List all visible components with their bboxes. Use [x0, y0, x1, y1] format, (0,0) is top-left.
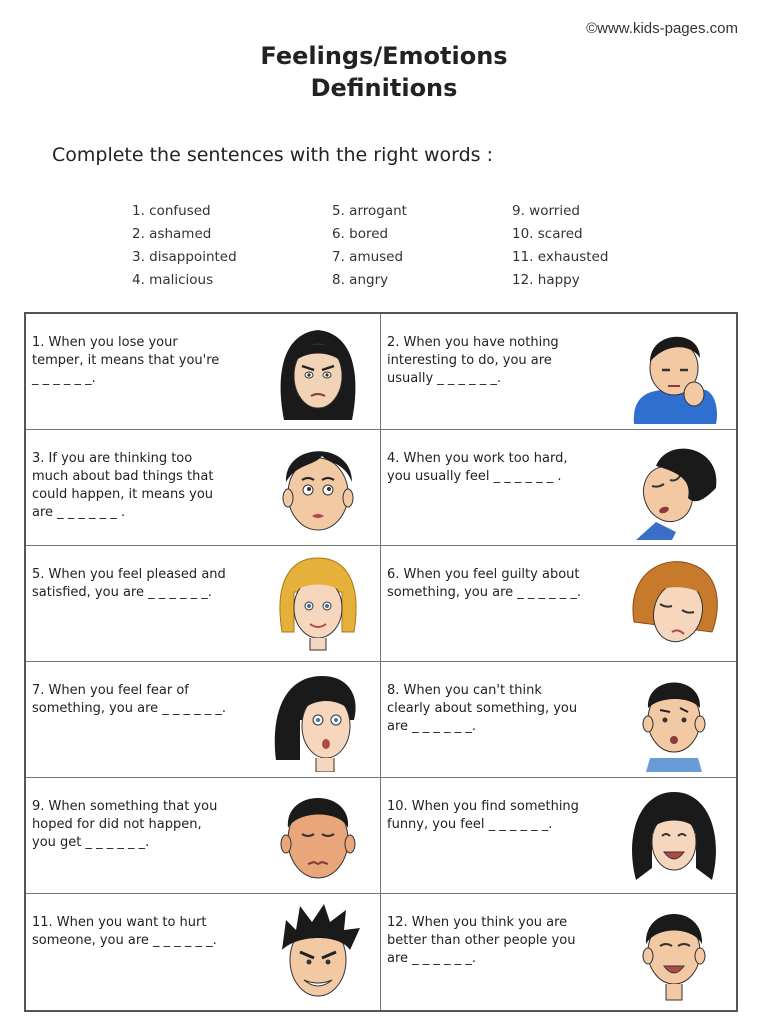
question-text: 4. When you work too hard, you usually feel _ _ _ _ _ _ .: [387, 451, 568, 484]
word-bank-item: 11. exhausted: [512, 249, 609, 265]
word-bank-item: 1. confused: [132, 203, 211, 219]
word-bank-item: 7. amused: [332, 249, 404, 265]
word-bank-item: 4. malicious: [132, 272, 214, 288]
word-bank-column-3: [512, 200, 652, 292]
question-cell-3: [26, 430, 381, 546]
question-text: 3. If you are thinking too much about bad things that could happen, it means you are _ _ _ _ _ _ .: [32, 451, 214, 520]
happy-girl-face-icon: [270, 552, 366, 656]
question-grid: [24, 312, 738, 1012]
confused-boy-face-icon: [626, 668, 722, 772]
question-cell-8: [381, 662, 736, 778]
word-bank-item: 8. angry: [332, 272, 389, 288]
word-bank-column-1: [132, 200, 332, 292]
scared-girl-face-icon: [270, 668, 366, 772]
word-bank-item: 3. disappointed: [132, 249, 237, 265]
word-bank-column-2: [332, 200, 512, 292]
question-cell-6: [381, 546, 736, 662]
question-text: 2. When you have nothing interesting to do, you are usually _ _ _ _ _ _.: [387, 335, 559, 386]
question-text: 7. When you feel fear of something, you are _ _ _ _ _ _.: [32, 683, 227, 716]
word-bank-item: 10. scared: [512, 226, 583, 242]
question-cell-2: [381, 314, 736, 430]
word-bank-item: 5. arrogant: [332, 203, 407, 219]
word-bank-item: 2. ashamed: [132, 226, 212, 242]
question-text: 8. When you can't think clearly about something, you are _ _ _ _ _ _.: [387, 683, 578, 734]
question-text: 6. When you feel guilty about something, you are _ _ _ _ _ _.: [387, 567, 582, 600]
angry-girl-face-icon: [270, 320, 366, 424]
word-bank: [132, 200, 652, 292]
question-text: 5. When you feel pleased and satisfied, you are _ _ _ _ _ _.: [32, 567, 226, 600]
question-text: 11. When you want to hurt someone, you are _ _ _ _ _ _.: [32, 915, 217, 948]
question-text: 10. When you find something funny, you feel _ _ _ _ _ _.: [387, 799, 579, 832]
question-text: 9. When something that you hoped for did not happen, you get _ _ _ _ _ _.: [32, 799, 218, 850]
amused-girl-face-icon: [626, 784, 722, 888]
disappointed-boy-face-icon: [270, 784, 366, 888]
page-title-line1: Feelings/Emotions: [260, 42, 508, 70]
bored-boy-face-icon: [626, 320, 722, 424]
instruction-text: Complete the sentences with the right words :: [52, 144, 494, 166]
question-cell-7: [26, 662, 381, 778]
word-bank-item: 9. worried: [512, 203, 580, 219]
worried-boy-face-icon: [270, 436, 366, 540]
question-cell-1: [26, 314, 381, 430]
question-cell-9: [26, 778, 381, 894]
question-cell-4: [381, 430, 736, 546]
word-bank-item: 6. bored: [332, 226, 389, 242]
ashamed-girl-face-icon: [626, 552, 722, 656]
arrogant-boy-face-icon: [626, 900, 722, 1004]
malicious-boy-face-icon: [270, 900, 366, 1004]
page-title: [0, 40, 768, 104]
question-cell-10: [381, 778, 736, 894]
question-cell-5: [26, 546, 381, 662]
question-text: 12. When you think you are better than other people you are _ _ _ _ _ _.: [387, 915, 576, 966]
exhausted-boy-face-icon: [626, 436, 722, 540]
word-bank-item: 12. happy: [512, 272, 580, 288]
question-cell-12: [381, 894, 736, 1010]
question-cell-11: [26, 894, 381, 1010]
copyright-text: ©www.kids-pages.com: [586, 20, 738, 37]
page-title-line2: Definitions: [310, 74, 458, 102]
question-text: 1. When you lose your temper, it means that you're _ _ _ _ _ _.: [32, 335, 220, 386]
